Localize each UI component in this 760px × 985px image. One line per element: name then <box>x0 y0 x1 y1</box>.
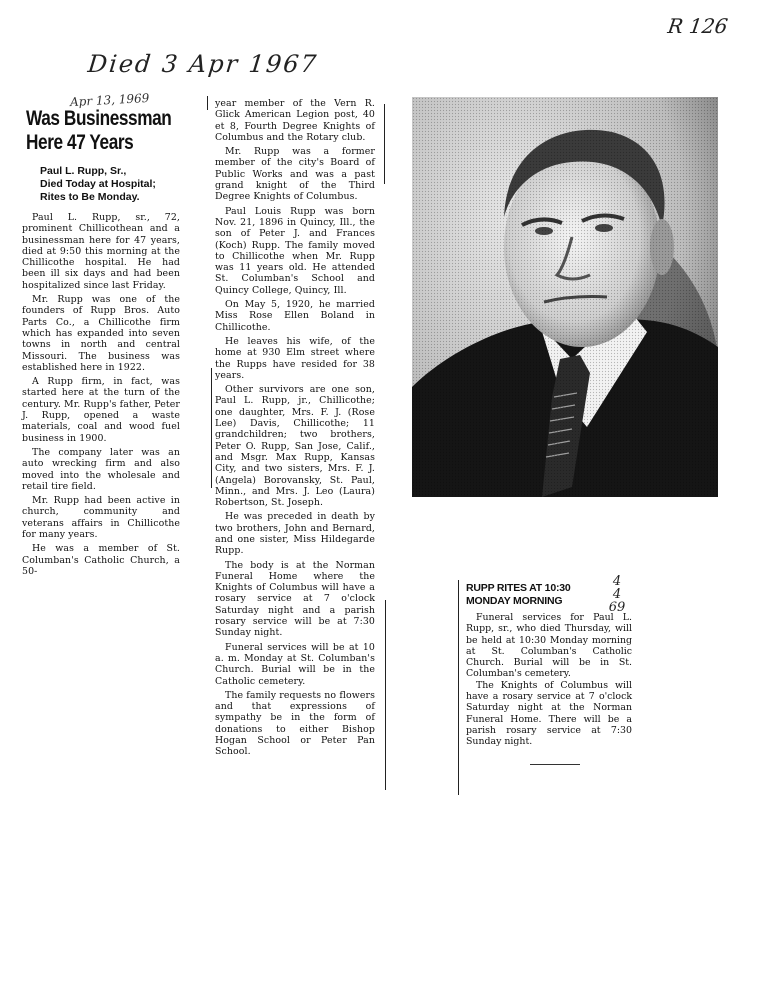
headline-line-1: Was Businessman <box>26 107 172 130</box>
obituary-left-column <box>22 107 180 577</box>
rites-date-year: 69 <box>608 600 626 615</box>
paragraph: Funeral services will be at 10 a. m. Monday at St. Columban's Church. Burial will be in the Catholic cemetery. <box>215 641 375 687</box>
subhead-line-2: Died Today at Hospital; <box>40 178 156 190</box>
headline-line-2: Here 47 Years <box>26 131 134 154</box>
subhead-line-3: Rites to Be Monday. <box>40 191 140 203</box>
paragraph: He was a member of St. Columban's Catholic Church, a 50- <box>22 543 180 577</box>
rites-date-month: 4 <box>612 574 622 589</box>
subheadline <box>40 165 180 204</box>
column-divider <box>211 368 212 488</box>
paragraph: Funeral services for Paul L. Rupp, sr., who died Thursday, will be held at 10:30 Monday morning at St. Columban's Catholic Church. Burial will be in St. Columban's cemetery. <box>466 612 632 680</box>
rites-date-day: 4 <box>612 587 622 602</box>
paragraph: The company later was an auto wrecking firm and also moved into the wholesale and retail tire field. <box>22 446 180 492</box>
paragraph: Paul Louis Rupp was born Nov. 21, 1896 in Quincy, Ill., the son of Peter J. and Frances (Koch) Rupp. The family moved to Chillicothe when Mr. Rupp was 11 years old. He attended St. Columban's School and Quincy College, Quincy, Ill. <box>215 205 375 296</box>
paragraph: Other survivors are one son, Paul L. Rupp, jr., Chillicothe; one daughter, Mrs. F. J. (Rose Lee) Davis, Chillicothe; 11 grandchildren; two brothers, Peter O. Rupp, San Jose, Calif., and Msgr. Max Rupp, Kansas City, and two sisters, Mrs. F. J. (Angela) Borovansky, St. Paul, Minn., and Mrs. J. Leo (Laura) Robertson, St. Joseph. <box>215 384 375 509</box>
portrait-photo <box>412 97 718 497</box>
paragraph: The body is at the Norman Funeral Home where the Knights of Columbus will have a rosary service at 7 o'clock Saturday night and a parish rosary service will be at 7:30 Sunday night. <box>215 559 375 639</box>
clipping-date-annotation: Apr 13, 1969 <box>69 90 150 110</box>
rites-headline-line-2: MONDAY MORNING <box>466 595 563 607</box>
page-reference-annotation: R 126 <box>666 14 730 38</box>
rites-date-annotation <box>604 575 630 614</box>
paragraph: A Rupp firm, in fact, was started here at the turn of the century. Mr. Rupp's father, Peter J. Rupp, opened a waste materials, coal and wood fuel business in 1900. <box>22 376 180 444</box>
left-body <box>22 212 180 577</box>
paragraph: The Knights of Columbus will have a rosary service at 7 o'clock Saturday night at the Norman Funeral Home. There will be a parish rosary service at 7:30 Sunday night. <box>466 679 632 748</box>
rites-headline-line-1: RUPP RITES AT 10:30 <box>466 582 571 594</box>
paragraph: Mr. Rupp had been active in church, community and veterans affairs in Chillicothe for many years. <box>22 495 180 541</box>
paragraph: The family requests no flowers and that expressions of sympathy be in the form of donations to either Bishop Hogan School or Peter Pan School. <box>215 689 375 758</box>
paragraph: On May 5, 1920, he married Miss Rose Ellen Boland in Chillicothe. <box>215 299 375 333</box>
article-end-rule <box>530 764 580 765</box>
paragraph: Paul L. Rupp, sr., 72, prominent Chillicothean and a businessman here for 47 years, died at 9:50 this morning at the Chillicothe hospital. He had been ill six days and had been hospitalized since last Friday. <box>22 212 180 291</box>
column-divider <box>385 600 386 790</box>
article-border <box>458 580 459 795</box>
obituary-middle-column <box>215 98 375 758</box>
paragraph: He was preceded in death by two brothers, John and Bernard, and one sister, Miss Hildegarde Rupp. <box>215 511 375 557</box>
paragraph: Mr. Rupp was one of the founders of Rupp Bros. Auto Parts Co., a Chillicothe firm which has expanded into seven towns in north and central Missouri. The business was established here in 1922. <box>22 294 180 373</box>
paragraph: year member of the Vern R. Glick American Legion post, 40 et 8, Fourth Degree Knights of Columbus and the Rotary club. <box>215 98 375 143</box>
portrait-illustration <box>412 97 718 497</box>
column-divider <box>207 96 208 110</box>
subhead-line-1: Paul L. Rupp, Sr., <box>40 165 127 177</box>
died-date-annotation: Died 3 Apr 1967 <box>86 50 320 78</box>
paragraph: He leaves his wife, of the home at 930 Elm street where the Rupps have resided for 38 years. <box>215 335 375 381</box>
column-divider <box>384 104 385 184</box>
paragraph: Mr. Rupp was a former member of the city's Board of Public Works and was a past grand knight of the Third Degree Knights of Columbus. <box>215 146 375 203</box>
